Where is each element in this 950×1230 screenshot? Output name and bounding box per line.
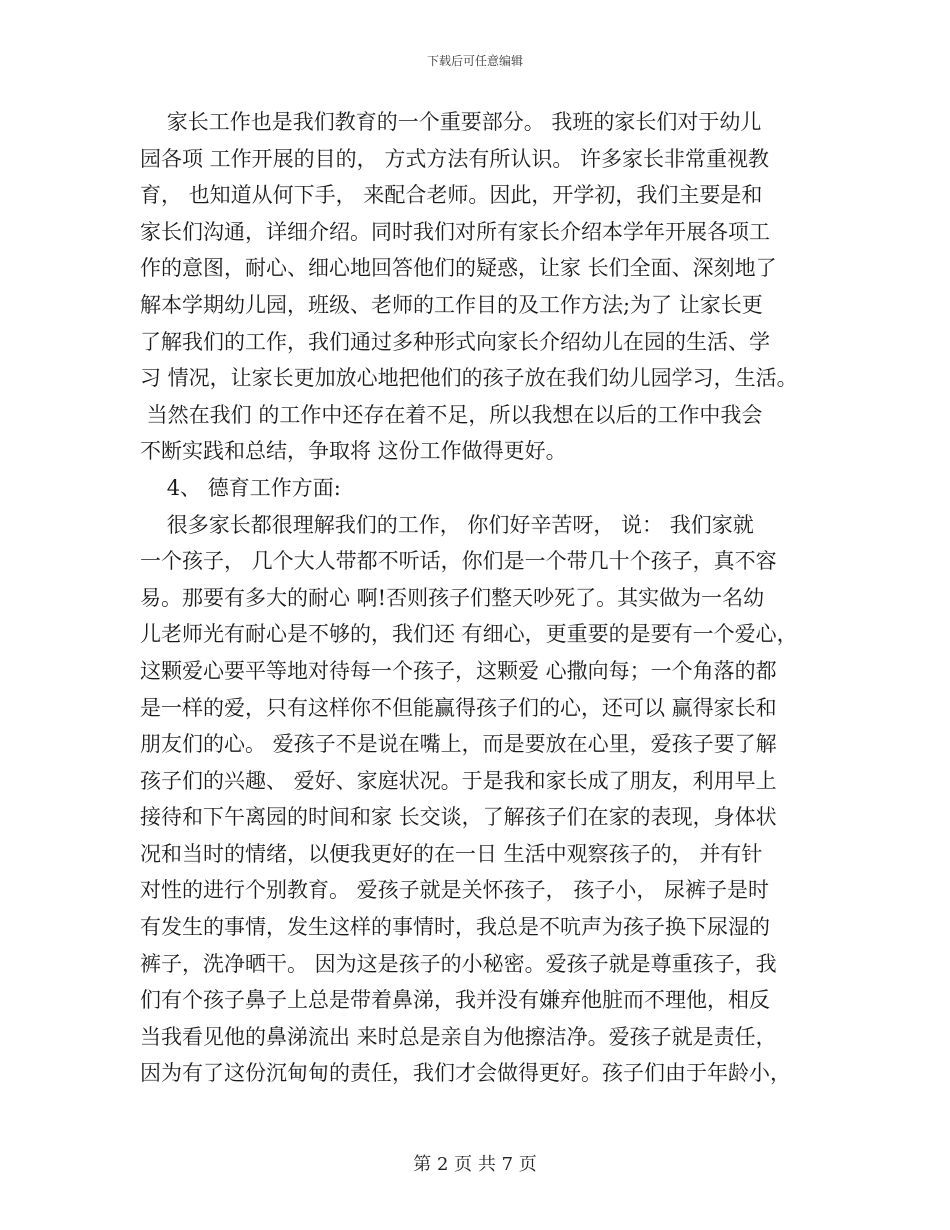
- text-line: 家长们沟通，详细介绍。同时我们对所有家长介绍本学年开展各项工: [140, 219, 770, 244]
- text-line: 这颗爱心要平等地对待每一个孩子，这颗爱 心撒向每；一个角落的都: [140, 658, 777, 683]
- text-line: 很多家长都很理解我们的工作， 你们好辛苦呀， 说： 我们家就: [140, 512, 754, 537]
- text-line: 因为有了这份沉甸甸的责任，我们才会做得更好。孩子们由于年龄小，: [140, 1061, 791, 1086]
- text-line: 习 情况，让家长更加放心地把他们的孩子放在我们幼儿园学习，生活。: [140, 366, 798, 391]
- section-heading: 4、 德育工作方面:: [140, 475, 341, 500]
- text-line: 作的意图，耐心、细心地回答他们的疑惑，让家 长们全面、深刻地了: [140, 256, 777, 281]
- text-line: 不断实践和总结，争取将 这份工作做得更好。: [140, 439, 567, 464]
- text-line: 解本学期幼儿园，班级、老师的工作目的及工作方法;为了 让家长更: [140, 292, 763, 317]
- text-line: 有发生的事情，发生这样的事情时，我总是不吭声为孩子换下尿湿的: [140, 915, 770, 940]
- text-line: 家长工作也是我们教育的一个重要部分。 我班的家长们对于幼儿: [140, 110, 762, 134]
- page-number: 第 2 页 共 7 页: [413, 1154, 537, 1175]
- header-note: 下载后可任意编辑: [426, 54, 523, 68]
- text-line: 易。那要有多大的耐心 啊!否则孩子们整天吵死了。其实做为一名幼: [140, 585, 765, 610]
- text-line: 当然在我们 的工作中还存在着不足，所以我想在以后的工作中我会: [140, 402, 763, 427]
- text-line: 况和当时的情绪，以便我更好的在一日 生活中观察孩子的， 并有针: [140, 841, 763, 866]
- text-line: 育， 也知道从何下手， 来配合老师。因此，开学初，我们主要是和: [140, 183, 763, 208]
- text-line: 园各项 工作开展的目的， 方式方法有所认识。 许多家长非常重视教: [140, 146, 770, 171]
- text-line: 朋友们的心。 爱孩子不是说在嘴上，而是要放在心里，爱孩子要了解: [140, 732, 777, 757]
- text-line: 儿老师光有耐心是不够的，我们还 有细心，更重要的是要有一个爱心，: [140, 622, 798, 647]
- text-line: 对性的进行个别教育。 爱孩子就是关怀孩子， 孩子小， 尿裤子是时: [140, 878, 770, 903]
- text-line: 孩子们的兴趣、 爱好、家庭状况。于是我和家长成了朋友，利用早上: [140, 768, 777, 793]
- text-line: 裤子，洗净晒干。 因为这是孩子的小秘密。爱孩子就是尊重孩子，我: [140, 951, 777, 976]
- text-line: 一个孩子， 几个大人带都不听话，你们是一个带几十个孩子，真不容: [140, 549, 777, 574]
- text-line: 们有个孩子鼻子上总是带着鼻涕，我并没有嫌弃他脏而不理他，相反: [140, 988, 770, 1013]
- text-line: 接待和下午离园的时间和家 长交谈，了解孩子们在家的表现，身体状: [140, 805, 777, 830]
- body-text: [140, 104, 820, 1092]
- text-line: 了解我们的工作，我们通过多种形式向家长介绍幼儿在园的生活、学: [140, 329, 770, 354]
- text-line: 是一样的爱，只有这样你不但能赢得孩子们的心，还可以 赢得家长和: [140, 695, 777, 720]
- text-line: 当我看见他的鼻涕流出 来时总是亲自为他擦洁净。爱孩子就是责任，: [140, 1024, 777, 1049]
